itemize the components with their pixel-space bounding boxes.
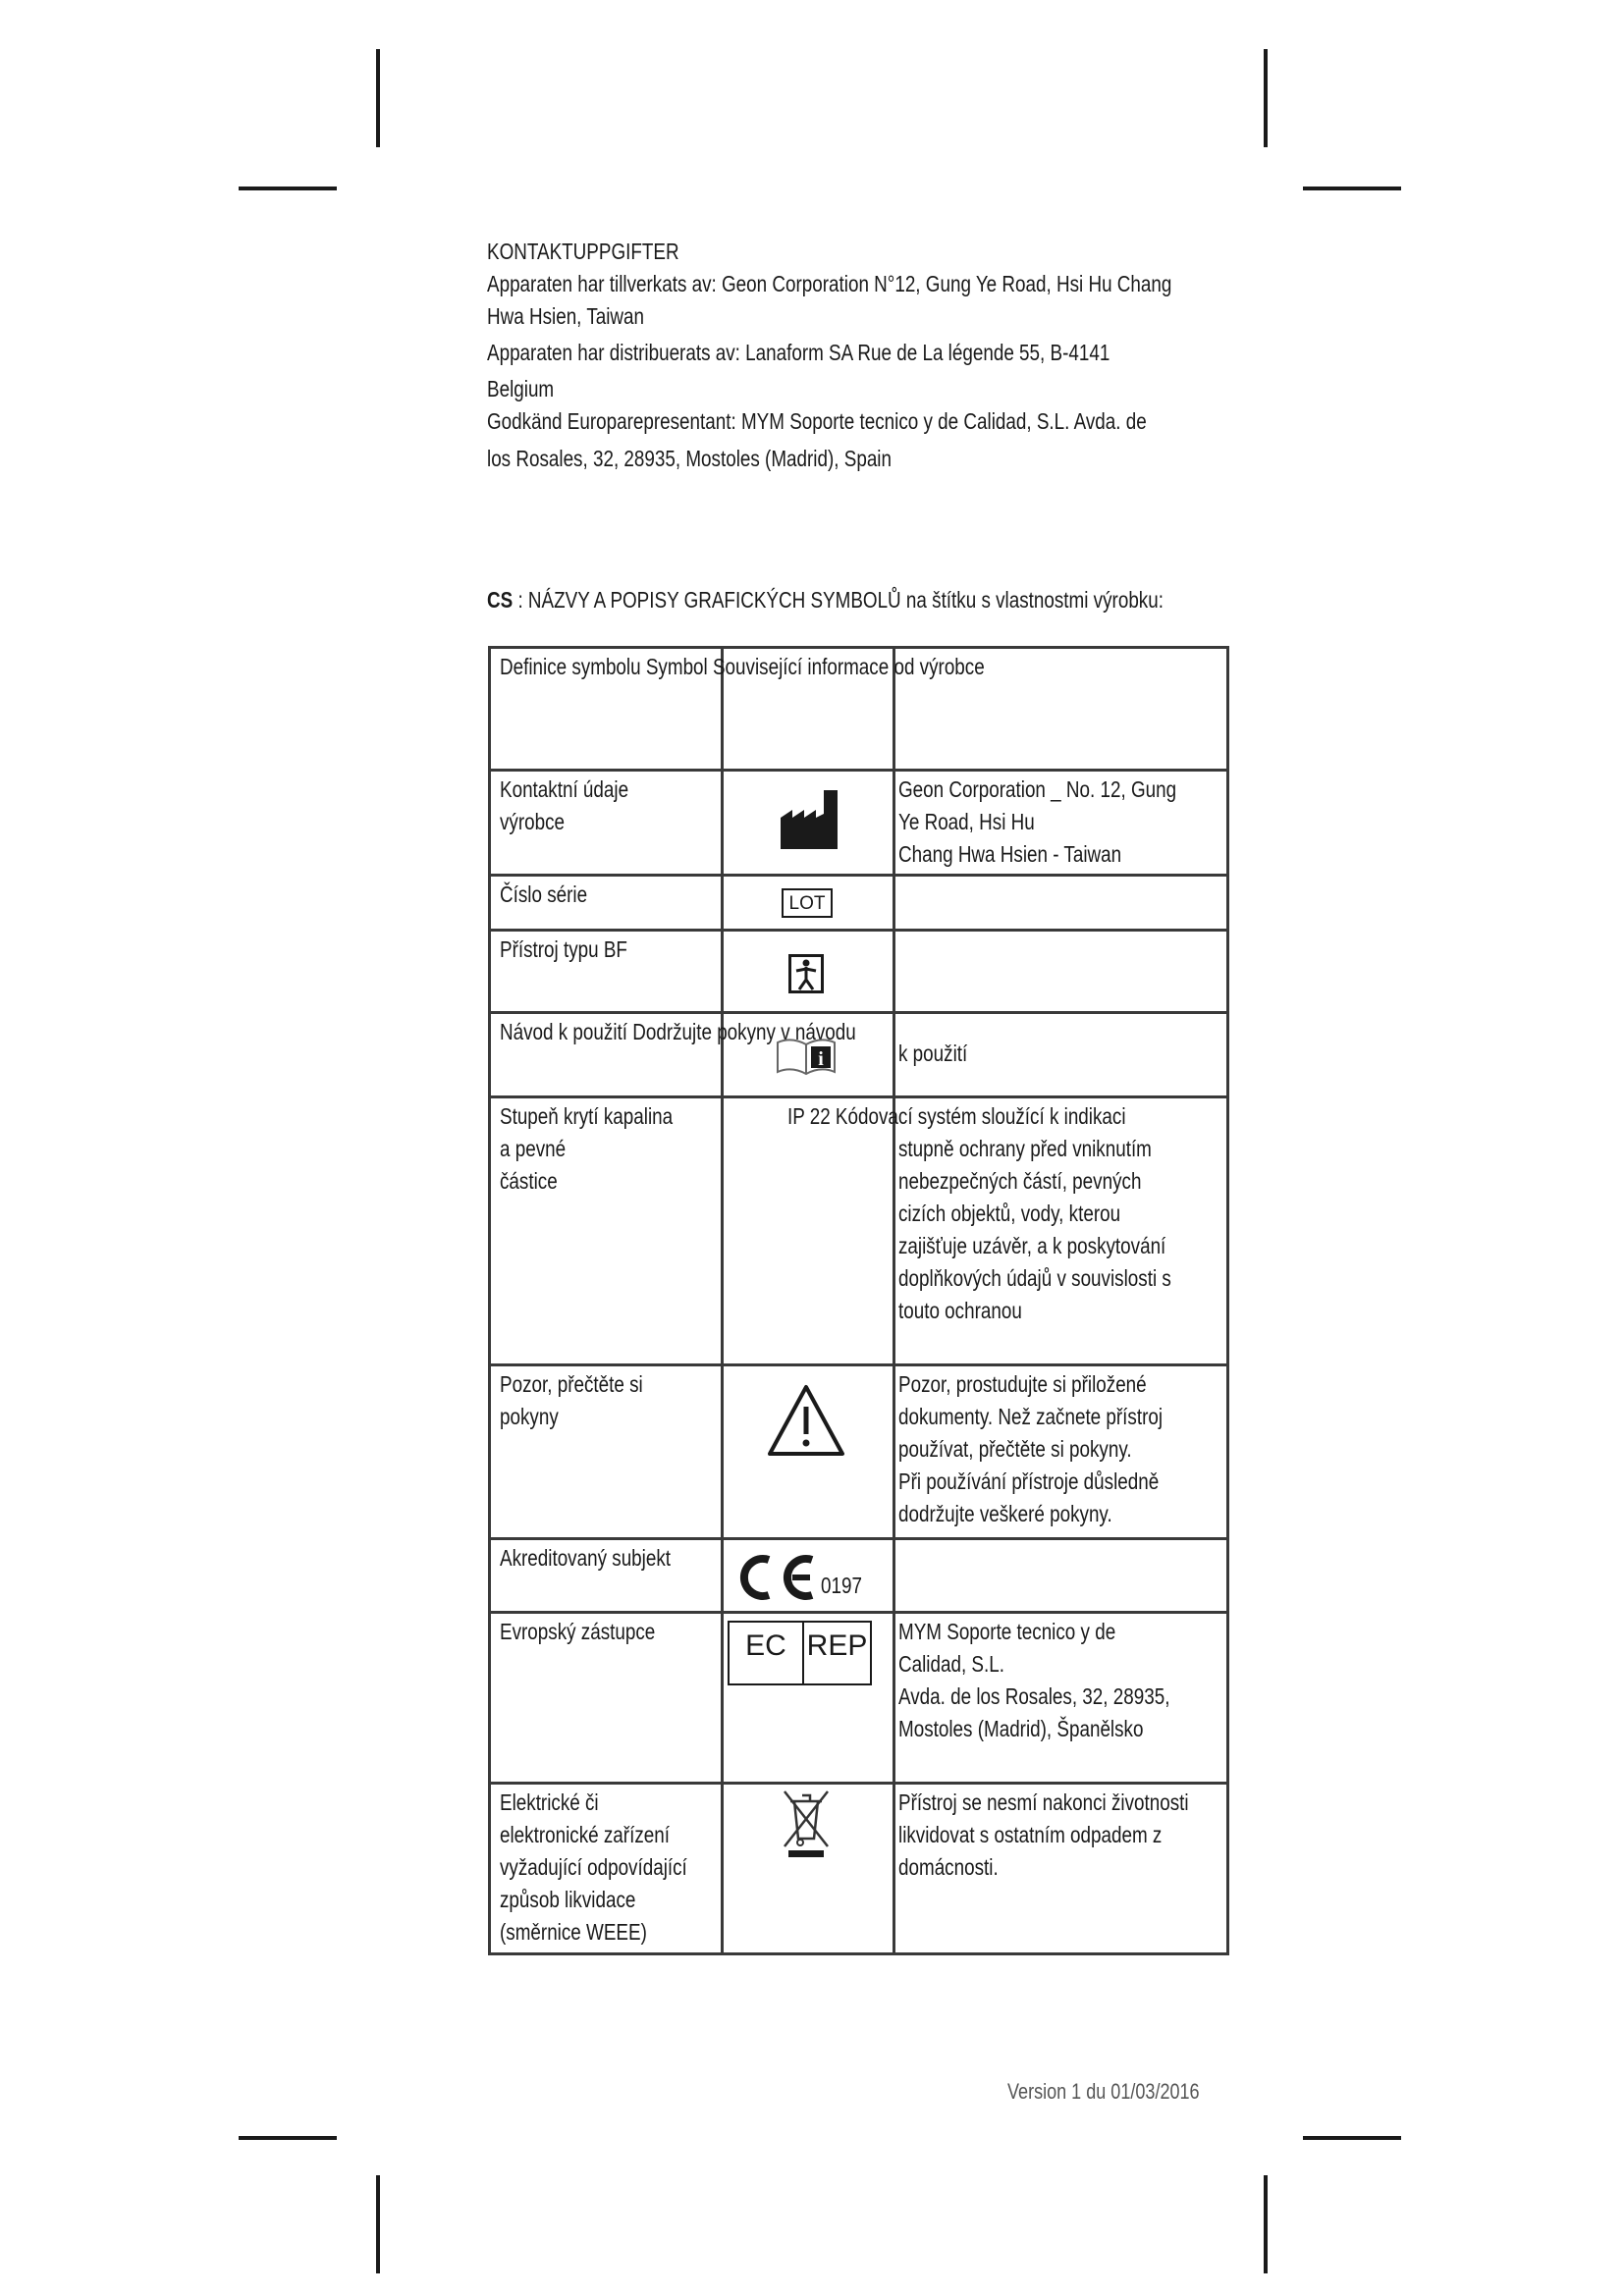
notified-body-number: 0197 bbox=[821, 1573, 862, 1598]
ce-mark-icon bbox=[731, 1554, 818, 1601]
crop-mark-bottom-left-v bbox=[376, 2175, 380, 2273]
warning-triangle-icon bbox=[766, 1383, 846, 1458]
row-definition: Evropský zástupce bbox=[500, 1619, 656, 1644]
crop-mark-bottom-left-h bbox=[239, 2136, 337, 2140]
table-row-divider bbox=[491, 1011, 1226, 1014]
symbol-table bbox=[488, 646, 1229, 1955]
lot-icon bbox=[782, 888, 833, 918]
table-row-divider bbox=[491, 1363, 1226, 1366]
contact-line: Apparaten har tillverkats av: Geon Corporation N°12, Gung Ye Road, Hsi Hu Chang bbox=[487, 271, 1172, 296]
contact-line: Belgium bbox=[487, 376, 555, 401]
contact-heading: KONTAKTUPPGIFTER bbox=[487, 239, 679, 264]
row-definition: Číslo série bbox=[500, 881, 588, 907]
crop-mark-top-right-h bbox=[1303, 187, 1401, 190]
cs-title: : NÁZVY A POPISY GRAFICKÝCH SYMBOLŮ na štítku s vlastnostmi výrobku: bbox=[513, 587, 1164, 613]
contact-section bbox=[487, 236, 1172, 475]
table-row-divider bbox=[491, 1537, 1226, 1540]
row-definition: Elektrické či elektronické zařízení vyžadující odpovídající způsob likvidace (směrnice WEEE) bbox=[500, 1789, 687, 1945]
lot-icon-text: LOT bbox=[788, 893, 826, 914]
table-row-divider bbox=[491, 874, 1226, 877]
table-row-divider bbox=[491, 1095, 1226, 1098]
table-row-divider bbox=[491, 769, 1226, 772]
cs-heading bbox=[487, 587, 1164, 614]
row-definition: Akreditovaný subjekt bbox=[500, 1545, 672, 1571]
crop-mark-bottom-right-h bbox=[1303, 2136, 1401, 2140]
row-definition: Kontaktní údaje výrobce bbox=[500, 776, 629, 834]
row-info: Přístroj se nesmí nakonci životnosti likvidovat s ostatním odpadem z domácnosti. bbox=[898, 1789, 1189, 1880]
contact-line: Apparaten har distribuerats av: Lanaform SA Rue de La légende 55, B-4141 bbox=[487, 340, 1110, 365]
type-bf-icon bbox=[788, 954, 824, 993]
crop-mark-top-left-h bbox=[239, 187, 337, 190]
crop-mark-top-right-v bbox=[1264, 49, 1268, 147]
crop-mark-bottom-right-v bbox=[1264, 2175, 1268, 2273]
row-info: Geon Corporation _ No. 12, Gung Ye Road, Hsi Hu Chang Hwa Hsien - Taiwan bbox=[898, 776, 1177, 867]
row-definition: Pozor, přečtěte si pokyny bbox=[500, 1371, 643, 1429]
table-row-divider bbox=[491, 929, 1226, 932]
table-row-divider bbox=[491, 1611, 1226, 1614]
ec-rep-left: EC bbox=[730, 1623, 804, 1683]
ip-rating-text: IP 22 Kódovací systém sloužící k indikaci bbox=[787, 1103, 1126, 1129]
table-header: Definice symbolu Symbol Související informace od výrobce bbox=[500, 654, 985, 679]
instruction-manual-icon bbox=[774, 1037, 839, 1076]
table-row-divider bbox=[491, 1782, 1226, 1785]
contact-line: Godkänd Europarepresentant: MYM Soporte tecnico y de Calidad, S.L. Avda. de bbox=[487, 408, 1147, 434]
cs-prefix: CS bbox=[487, 587, 514, 613]
contact-line: los Rosales, 32, 28935, Mostoles (Madrid), Spain bbox=[487, 446, 892, 471]
row-info: Pozor, prostudujte si přiložené dokumenty. Než začnete přístroj používat, přečtěte si pokyny. Při používání přístroje důsledně dodržujte veškeré pokyny. bbox=[898, 1371, 1164, 1526]
ec-rep-right: REP bbox=[806, 1629, 868, 1662]
crop-mark-top-left-v bbox=[376, 49, 380, 147]
manufacturer-icon bbox=[779, 788, 841, 851]
row-definition: Přístroj typu BF bbox=[500, 936, 627, 962]
weee-bin-icon bbox=[779, 1788, 834, 1860]
table-col-divider bbox=[893, 649, 895, 1952]
row-info: stupně ochrany před vniknutím nebezpečných částí, pevných cizích objektů, vody, kterou zajišťuje uzávěr, a k poskytování doplňkových údajů v souvislosti s touto ochranou bbox=[898, 1136, 1171, 1323]
row-info: MYM Soporte tecnico y de Calidad, S.L. Avda. de los Rosales, 32, 28935, Mostoles (Madrid), Španělsko bbox=[898, 1619, 1170, 1741]
contact-line: Hwa Hsien, Taiwan bbox=[487, 303, 645, 329]
ec-rep-icon bbox=[728, 1621, 872, 1685]
table-col-divider bbox=[721, 649, 724, 1952]
row-definition: Stupeň krytí kapalina a pevné částice bbox=[500, 1103, 674, 1194]
row-info: k použití bbox=[898, 1041, 968, 1066]
row-definition: Návod k použití Dodržujte pokyny v návodu bbox=[500, 1019, 856, 1044]
svg-text:i: i bbox=[818, 1048, 824, 1070]
version-footer: Version 1 du 01/03/2016 bbox=[1007, 2079, 1200, 2104]
